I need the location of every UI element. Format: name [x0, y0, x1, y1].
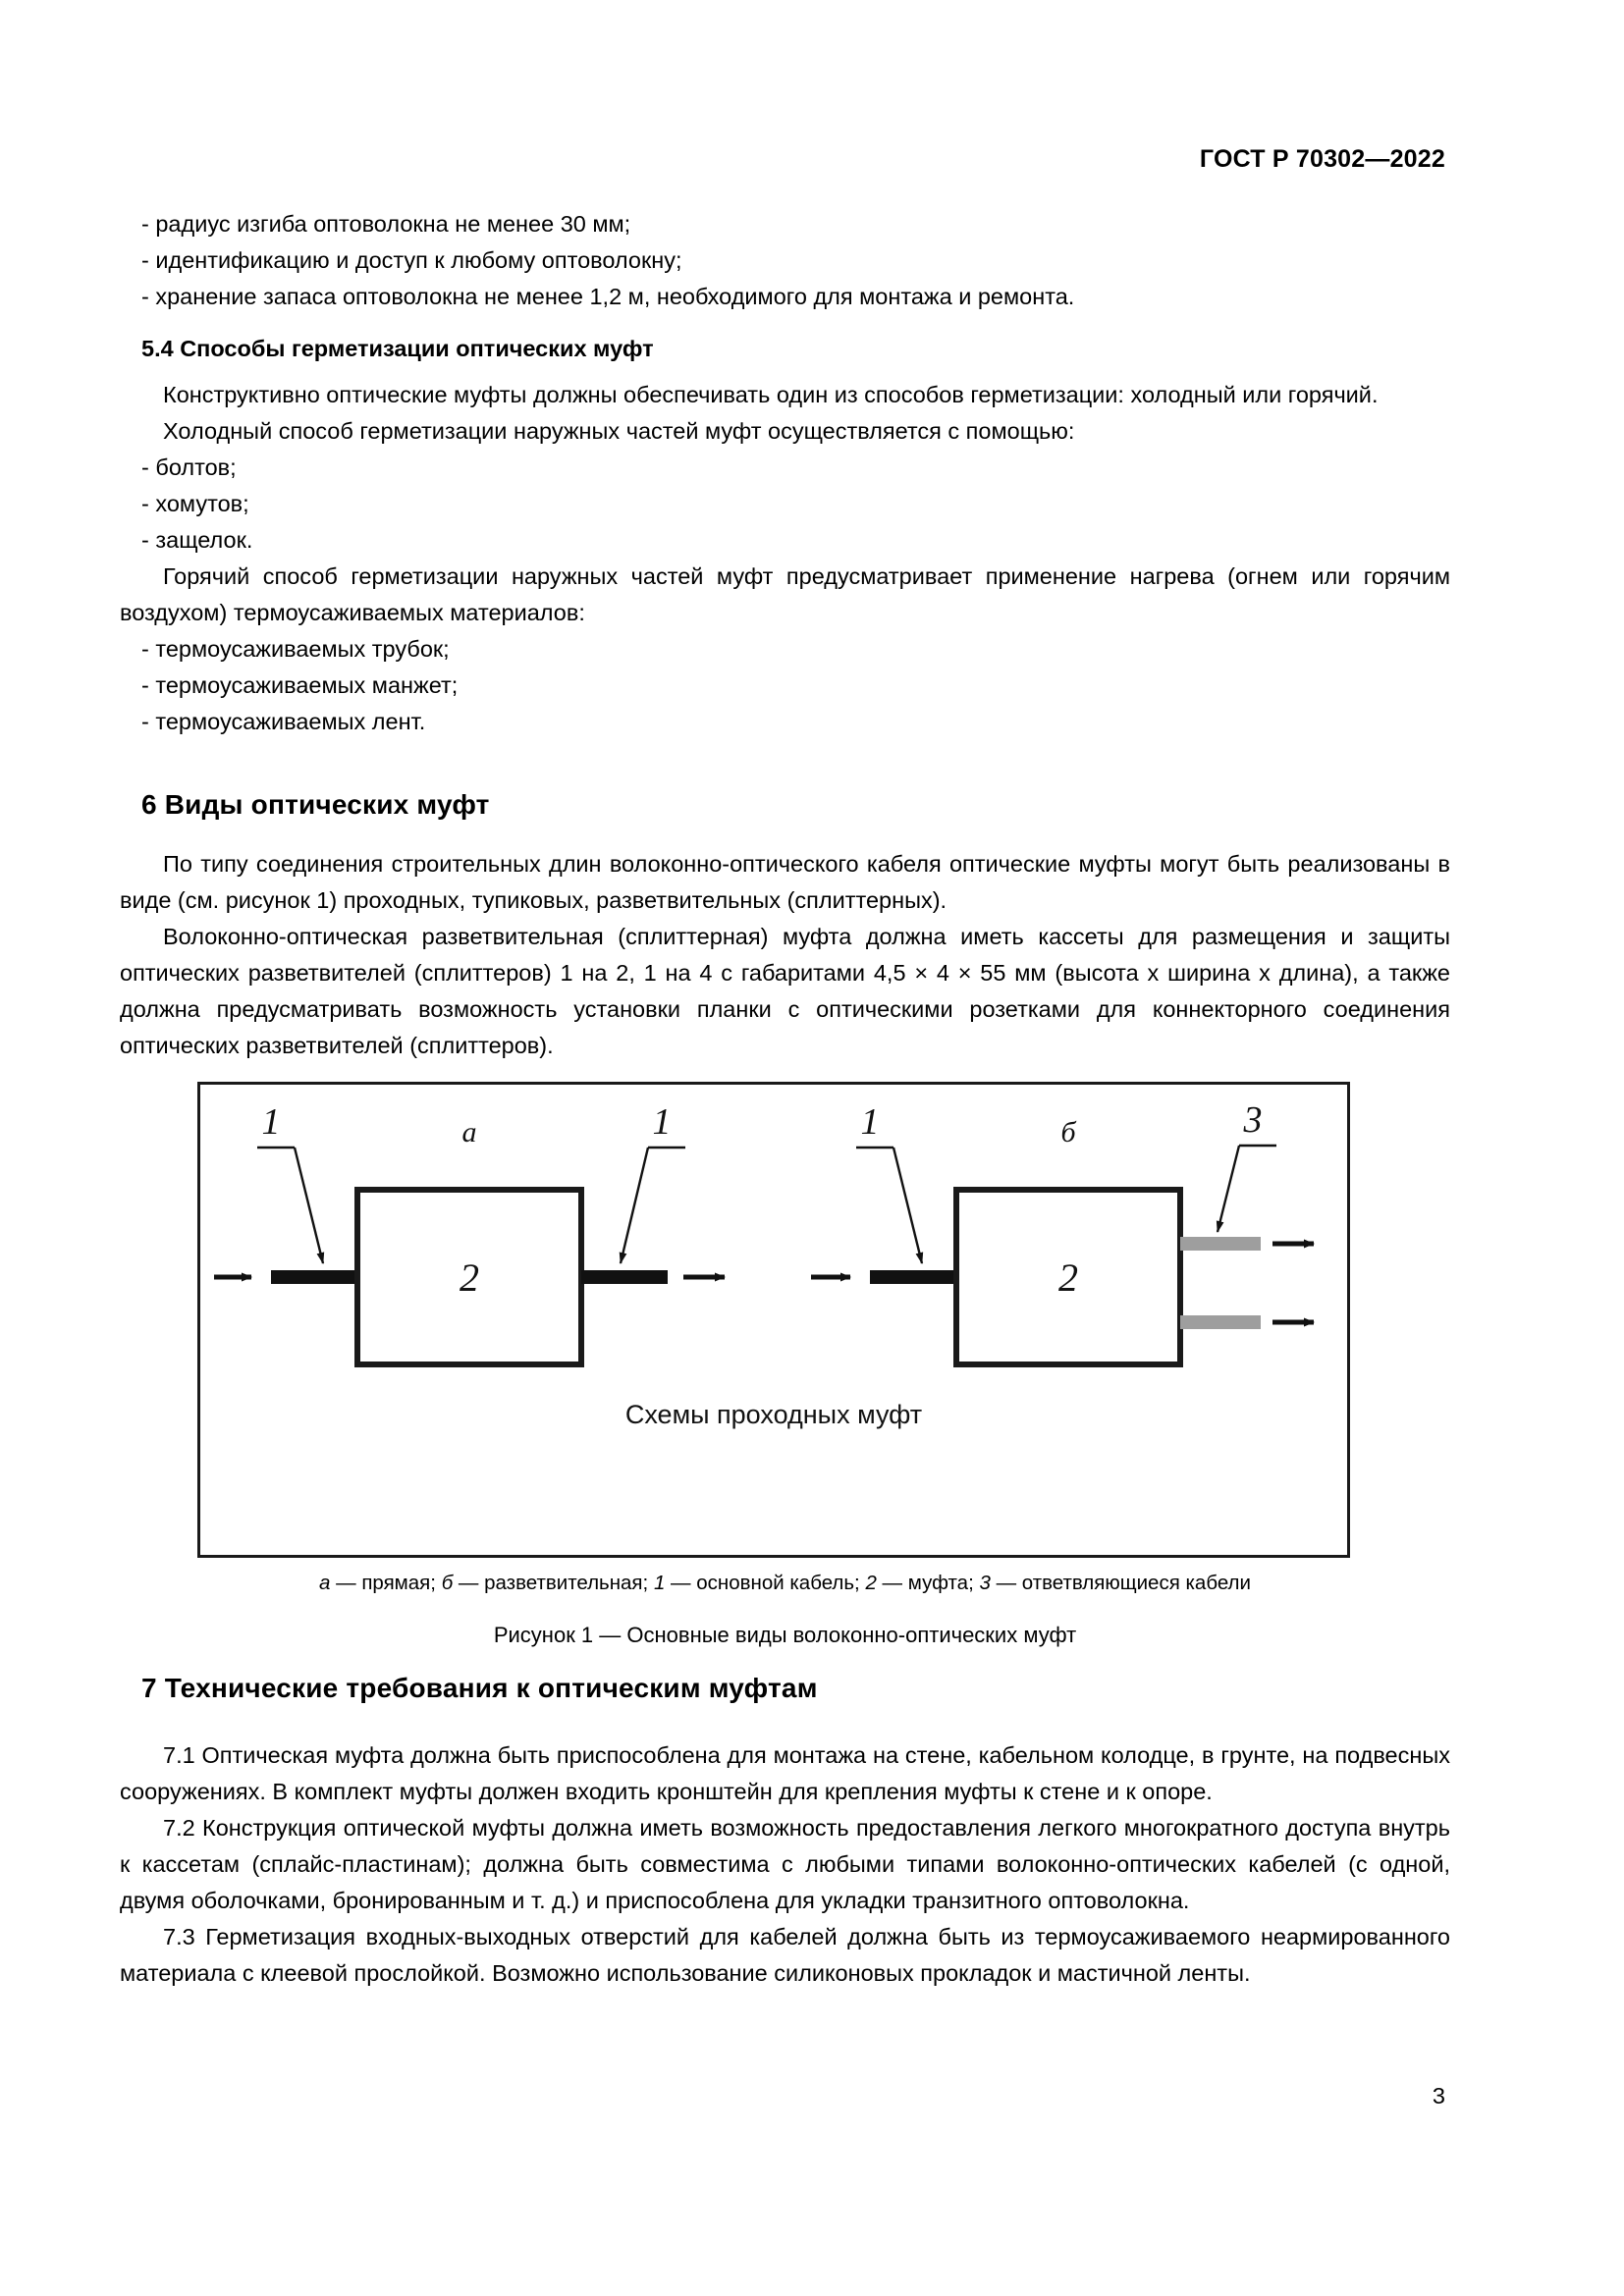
legend-a-text: — прямая;	[330, 1572, 442, 1594]
list-item: - термоусаживаемых манжет;	[141, 672, 459, 698]
legend-b-symbol: б	[441, 1572, 454, 1594]
list-item: - термоусаживаемых лент.	[141, 709, 426, 734]
svg-text:б: б	[1060, 1116, 1076, 1148]
svg-text:2: 2	[460, 1255, 479, 1300]
legend-2-symbol: 2	[865, 1572, 877, 1594]
list-item: - хомутов;	[141, 491, 249, 516]
paragraph: 7.2 Конструкция оптической муфты должна иметь возможность предоставления легкого многократного доступа внутрь к кассетам (сплайс-пластинам); должна быть совместима с любыми типами волоконно-оптических кабелей (с одной, двумя оболочками, бронированным и т. д.) и приспособлена для укладки транзитного оптоволокна.	[120, 1815, 1450, 1913]
svg-text:1: 1	[860, 1101, 880, 1143]
paragraph: 7.1 Оптическая муфта должна быть приспособлена для монтажа на стене, кабельном колодце, в грунте, на подвесных сооружениях. В комплект муфты должен входить кронштейн для крепления муфты к стене и к опоре.	[120, 1742, 1450, 1804]
legend-3-symbol: 3	[979, 1572, 991, 1594]
figure-1-diagram	[200, 1085, 1347, 1555]
svg-text:1: 1	[261, 1101, 281, 1143]
svg-text:а: а	[461, 1116, 477, 1148]
list-item: - хранение запаса оптоволокна не менее 1,2 м, необходимого для монтажа и ремонта.	[141, 284, 1075, 309]
paragraph: Конструктивно оптические муфты должны обеспечивать один из способов герметизации: холодный или горячий.	[163, 382, 1379, 407]
legend-b-text: — разветвительная;	[453, 1572, 654, 1594]
paragraph: Волоконно-оптическая разветвительная (сплиттерная) муфта должна иметь кассеты для размещения и защиты оптических разветвителей (сплиттеров) 1 на 2, 1 на 4 с габаритами 4,5 × 4 × 55 мм (высота x ширина x длина), а также должна предусматривать возможность установки планки с оптическими розетками для коннекторного соединения оптических разветвителей (сплиттеров).	[120, 924, 1450, 1058]
svg-text:Схемы проходных муфт: Схемы проходных муфт	[624, 1400, 923, 1429]
paragraph: По типу соединения строительных длин волоконно-оптического кабеля оптические муфты могут быть реализованы в виде (см. рисунок 1) проходных, тупиковых, разветвительных (сплиттерных).	[120, 851, 1450, 913]
page-number: 3	[1432, 2083, 1445, 2109]
svg-text:2: 2	[1058, 1255, 1078, 1300]
legend-a-symbol: а	[319, 1572, 331, 1594]
figure-1-legend	[120, 1569, 1450, 1598]
section-heading-7: 7 Технические требования к оптическим муфтам	[141, 1673, 818, 1703]
section-heading-6: 6 Виды оптических муфт	[141, 789, 490, 820]
list-item: - идентификацию и доступ к любому оптоволокну;	[141, 247, 682, 273]
lower-text-column	[120, 1669, 1450, 1992]
upper-text-column	[120, 206, 1450, 1064]
legend-1-symbol: 1	[653, 1572, 666, 1594]
list-item: - термоусаживаемых трубок;	[141, 636, 450, 662]
document-header-standard-id: ГОСТ Р 70302—2022	[1199, 145, 1445, 173]
paragraph: Холодный способ герметизации наружных частей муфт осуществляется с помощью:	[163, 418, 1075, 444]
list-item: - болтов;	[141, 454, 237, 480]
legend-1-text: — основной кабель;	[665, 1572, 866, 1594]
list-item: - защелок.	[141, 527, 253, 553]
paragraph: 7.3 Герметизация входных-выходных отверстий для кабелей должна быть из термоусаживаемого неармированного материала с клеевой прослойкой. Возможно использование силиконовых прокладок и мастичной ленты.	[120, 1924, 1450, 1986]
legend-2-text: — муфта;	[876, 1572, 980, 1594]
figure-1-caption: Рисунок 1 — Основные виды волоконно-оптических муфт	[493, 1623, 1077, 1647]
svg-text:3: 3	[1243, 1099, 1263, 1141]
svg-text:1: 1	[652, 1101, 672, 1143]
paragraph: Горячий способ герметизации наружных частей муфт предусматривает применение нагрева (огнем или горячим воздухом) термоусаживаемых материалов:	[120, 563, 1450, 625]
list-item: - радиус изгиба оптоволокна не менее 30 мм;	[141, 211, 631, 237]
figure-1-frame	[197, 1082, 1350, 1558]
section-heading-5-4: 5.4 Способы герметизации оптических муфт	[141, 336, 654, 361]
legend-3-text: — ответвляющиеся кабели	[990, 1572, 1251, 1594]
